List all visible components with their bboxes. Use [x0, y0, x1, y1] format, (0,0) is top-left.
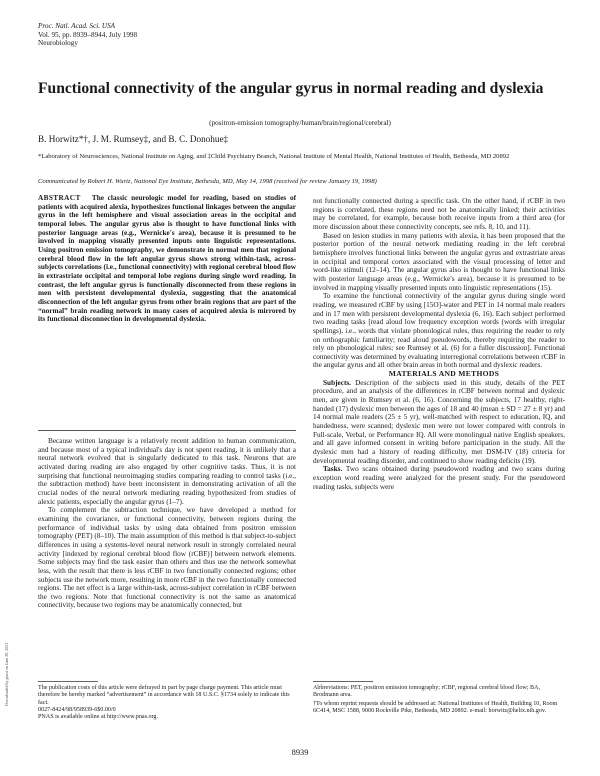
abbreviations-note: Abbreviations: PET, positron emission tomography; rCBF, regional cerebral blood flow; BA, Brodmann area.	[313, 685, 541, 699]
keywords: (positron-emission tomography/human/brain/regional/cerebral)	[209, 119, 391, 127]
footnote-divider	[38, 681, 98, 682]
pnas-online-note: PNAS is available online at http://www.pnas.org.	[38, 714, 158, 721]
body-paragraph: not functionally connected during a specific task. On the other hand, if rCBF in two regions is correlated, these regions need not be anatomically linked; their activities may be correlated, for example, because both receive inputs from a third area (for more discussion about these connectivity concepts, see refs. 8, 10, and 11).	[313, 197, 565, 231]
abstract-heading: ABSTRACT	[38, 194, 81, 202]
download-stamp: Downloaded by guest on June 28, 2021	[4, 642, 9, 706]
abstract-section	[38, 194, 296, 431]
run-in-heading: Subjects.	[323, 378, 351, 387]
reprint-note: †To whom reprint requests should be addressed at: National Institutes of Health, Building 10, Room 6C414, MSC 1588, 9000 Rockville Pike, Bethesda, MD 20892. e-mail: horwitz@helix.nih.gov.	[313, 700, 558, 714]
run-in-heading: Tasks.	[323, 465, 343, 474]
right-column-body	[313, 197, 565, 491]
subjects-paragraph	[313, 379, 565, 466]
body-paragraph: To complement the subtraction technique, we have developed a method for examining the covariance, or functional connectivity, between regions during the performance of individual tasks by using data obtained from positron emission tomography (PET) (8–10). The main assumption of this method is that subject-to-subject differences in using a systems-level neural network result in strongly correlated neural activity [indexed by regional cerebral blood flow (rCBF)] between network elements. Some subjects may find the task easier than others and thus use the network somewhat less, with the result that there is less rCBF in two functionally connected regions; other subjects use the network more, resulting in more rCBF in the two functionally connected regions. The net effect is a large within-task, across-subject correlation in rCBF between the two regions. Note that functional connectivity is not the same as anatomical connectivity, because two regions may be anatomically connected, but	[38, 506, 297, 610]
charges-note: The publication costs of this article were defrayed in part by page charge payment. This article must therefore be hereby marked “advertisement” in accordance with 18 U.S.C. §1734 solely to indicate this fact.	[38, 685, 290, 706]
footnote-right	[313, 685, 565, 716]
left-column-body	[38, 437, 296, 610]
copyright-line: 0027-8424/98/958939-6$0.00/0	[38, 706, 116, 713]
communicated-line: Communicated by Robert H. Wurtz, National Eye Institute, Bethesda, MD, May 14, 1998 (received for review January 19, 1998)	[38, 178, 377, 185]
section-heading: MATERIALS AND METHODS	[388, 369, 500, 379]
journal-volume: Vol. 95, pp. 8939–8944, July 1998	[38, 30, 138, 39]
author-list: B. Horwitz*†, J. M. Rumsey‡, and B. C. Donohue‡	[38, 134, 229, 144]
journal-field: Neurobiology	[38, 39, 78, 48]
page-number: 8939	[291, 748, 309, 757]
article-title: Functional connectivity of the angular gyrus in normal reading and dyslexia	[38, 80, 544, 97]
footnote-left	[38, 685, 296, 721]
paragraph-text: Two scans obtained during pseudoword reading and two scans during exception word reading were analyzed for the present study. For the pseudoword reading tasks, subjects were	[313, 465, 565, 491]
abstract-text: The classic neurologic model for reading, based on studies of patients with acquired alexia, hypothesizes functional linkages between the angular gyrus in the left hemisphere and visual association areas in the occipital and temporal lobes. The angular gyrus also is thought to have functional links with posterior language areas (e.g., Wernicke's area), because it is presumed to be involved in mapping visually presented inputs onto linguistic representations. Using positron emission tomography, we demonstrate in normal men that regional cerebral blood flow in the left angular gyrus shows strong within-task, across-subjects correlations (i.e., functional connectivity) with regional cerebral blood flow in extrastriate occipital and temporal lobe regions during single word reading. In contrast, the left angular gyrus is functionally disconnected from these regions in men with persistent developmental dyslexia, suggesting that the anatomical disconnection of the left angular gyrus from other brain regions that are part of the “normal” brain reading network in many cases of acquired alexia is mirrored by its functional disconnection in developmental dyslexia.	[38, 194, 297, 324]
abstract-paragraph	[38, 194, 296, 324]
journal-header	[38, 22, 137, 48]
body-paragraph: Based on lesion studies in many patients with alexia, it has been proposed that the posterior portion of the neural network mediating reading in the left cerebral hemisphere involves functional links between the angular gyrus and extrastriate areas in occipital and temporal cortex associated with the visual processing of letter and word-like stimuli (12–14). The angular gyrus also is thought to have functional links with posterior language areas (e.g., Wernicke's area), because it is presumed to be involved in mapping visually presented inputs onto linguistic representations (15).	[313, 231, 565, 292]
body-paragraph: To examine the functional connectivity of the angular gyrus during single word reading, we measured rCBF by using [15O]-water and PET in 14 normal male readers and in 17 men with persistent developmental dyslexia (6, 16). Each subject performed two reading tasks [read aloud low frequency exception words (words with irregular spellings), i.e., words that violate phonological rules, thus requiring the reader to rely on orthographic familiarity; read aloud pseudowords, thereby requiring the reader to rely on phonological rules; see Rumsey et al. (6) for a fuller discussion]. Functional connectivity was determined by evaluating interregional correlations between rCBF in the angular gyrus and all other brain areas in both normal and dyslexic readers.	[313, 292, 565, 370]
journal-name: Proc. Natl. Acad. Sci. USA	[38, 22, 116, 30]
paragraph-text: Description of the subjects used in this study, details of the PET procedure, and an analysis of the differences in rCBF between normal and dyslexic men, are given in Rumsey et al. (6, 16). Concerning the subjects, 17 healthy, right-handed (17) dyslexic men between the ages of 18 and 40 (mean ± SD = 27 ± 8 yr) and 14 normal male readers (25 ± 5 yr), well-matched with respect to education, IQ, and handedness, were scanned; dyslexic men were not lower compared with controls in Full-scale, Verbal, or Performance IQ. All were monolingual native English speakers, and all gave informed consent in writing before participation in the study. All the dyslexic men had a history of reading difficulty, met DSM-IV (18) criteria for developmental reading disorder, and continued to show reading deficits (19).	[313, 378, 565, 465]
affiliation: *Laboratory of Neurosciences, National Institute on Aging, and ‡Child Psychiatry Branch, National Institute of Mental Health, National Institutes of Health, Bethesda, MD 20892	[38, 153, 510, 160]
body-paragraph: Because written language is a relatively recent addition to human communication, and because most of a typical individual's day is not spent reading, it is unlikely that a neural network evolved that is singularly dedicated to this task. Neurons that are activated during reading are also engaged by other cognitive tasks. Thus, it is not surprising that functional neuroimaging studies comparing reading to control tasks (i.e., the subtraction method) have been inconsistent in demonstrating activation of all the crucial nodes of the neural network mediating reading hypothesized from studies of alexic patients, especially the angular gyrus (1–7).	[38, 437, 296, 506]
tasks-paragraph	[313, 465, 565, 491]
footnote-divider	[313, 681, 373, 682]
